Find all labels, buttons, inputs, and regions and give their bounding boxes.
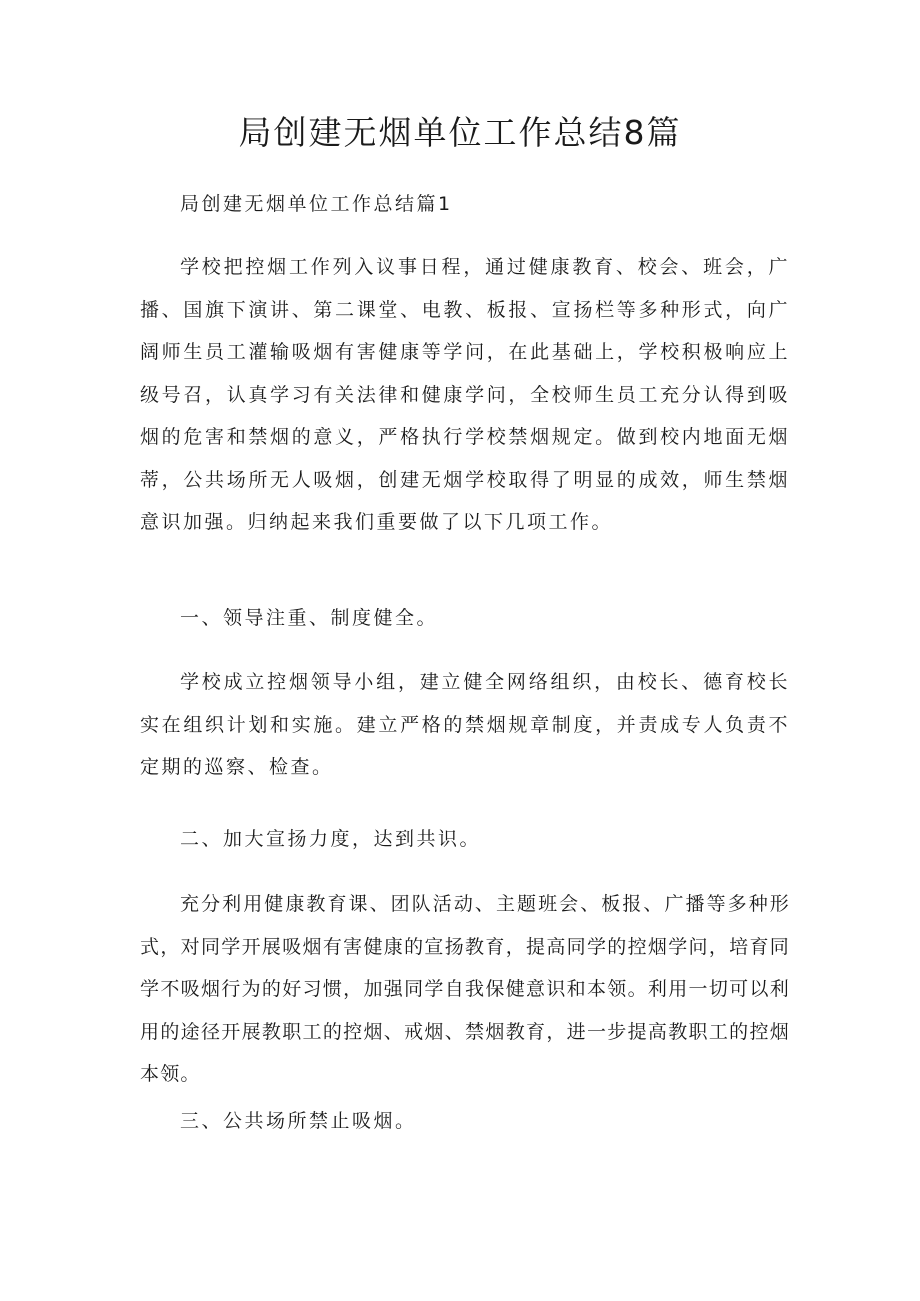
section-heading-2: 二、加大宣扬力度，达到共识。 <box>180 828 482 850</box>
paragraph-leadership: 学校成立控烟领导小组，建立健全网络组织，由校长、德育校长实在组织计划和实施。建立严格的禁烟规章制度，并责成专人负责不定期的巡察、检查。 <box>140 671 790 778</box>
section-heading-3: 三、公共场所禁止吸烟。 <box>180 1110 417 1132</box>
paragraph-publicity: 充分利用健康教育课、团队活动、主题班会、板报、广播等多种形式，对同学开展吸烟有害健康的宣扬教育，提高同学的控烟学问，培育同学不吸烟行为的好习惯，加强同学自我保健意识和本领。利用一切可以利用的途径开展教职工的控烟、戒烟、禁烟教育，进一步提高教职工的控烟本领。 <box>140 893 790 1085</box>
paragraph-intro: 学校把控烟工作列入议事日程，通过健康教育、校会、班会，广播、国旗下演讲、第二课堂、电教、板报、宣扬栏等多种形式，向广阔师生员工灌输吸烟有害健康等学问，在此基础上，学校积极响应上级号召，认真学习有关法律和健康学问，全校师生员工充分认得到吸烟的危害和禁烟的意义，严格执行学校禁烟规定。做到校内地面无烟蒂，公共场所无人吸烟，创建无烟学校取得了明显的成效，师生禁烟意识加强。归纳起来我们重要做了以下几项工作。 <box>140 256 790 533</box>
section-subtitle: 局创建无烟单位工作总结篇1 <box>180 193 453 215</box>
section-heading-1: 一、领导注重、制度健全。 <box>180 607 439 629</box>
document-title: 局创建无烟单位工作总结8篇 <box>238 113 682 152</box>
